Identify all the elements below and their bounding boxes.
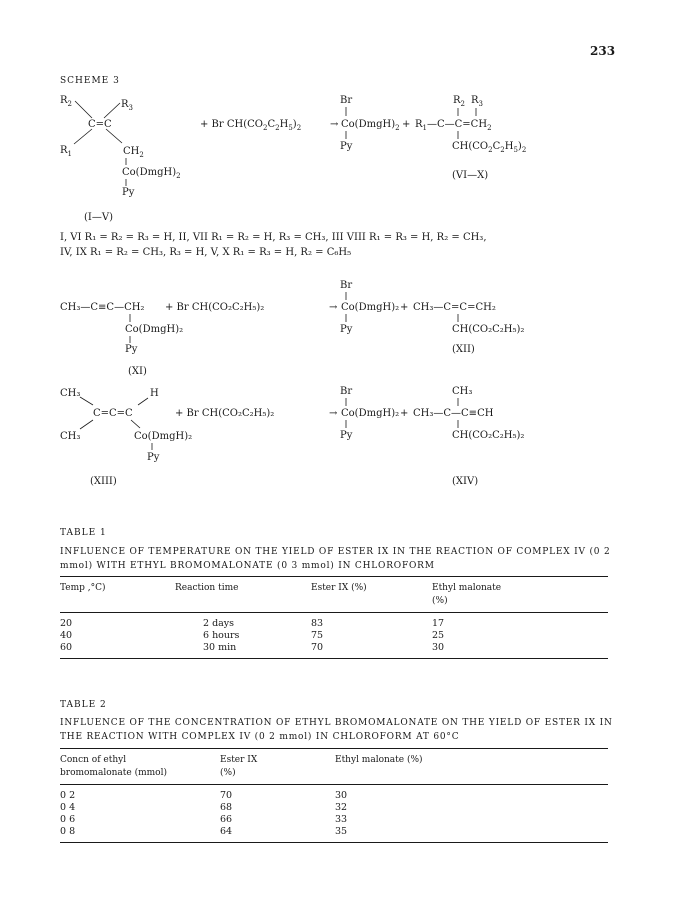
table2-cell: 0 4 bbox=[60, 802, 76, 813]
r2-cobalt-product: Co(DmgH)₂ bbox=[341, 302, 400, 313]
bond bbox=[80, 420, 93, 429]
r2-py-product: Py bbox=[340, 324, 353, 335]
bond bbox=[106, 129, 122, 143]
r3-py: Py bbox=[147, 452, 160, 463]
r1-py-product: Py bbox=[340, 141, 353, 152]
r1-cobalt-product: $Co(DmgH)_2$ bbox=[341, 119, 400, 132]
table1-header-malonate-unit: (%) bbox=[432, 596, 448, 606]
r2-reactant: CH₃—C≡C—CH₂ bbox=[60, 302, 145, 313]
r2-reagent: + Br CH(CO₂C₂H₅)₂ bbox=[165, 302, 265, 313]
r3-product: CH₃—C—C≡CH bbox=[413, 408, 494, 419]
table2-label: TABLE 2 bbox=[60, 700, 107, 710]
table1-bottom-rule bbox=[60, 658, 608, 659]
r1-ch2: $CH_2$ bbox=[123, 146, 144, 159]
table1-cell: 30 min bbox=[203, 642, 237, 653]
table1-header-rule bbox=[60, 612, 608, 613]
r1-r2: $R_2$ bbox=[60, 95, 72, 108]
r1-r3: $R_3$ bbox=[121, 99, 133, 112]
r3-plus: + bbox=[400, 408, 409, 419]
r2-br: Br bbox=[340, 280, 353, 291]
table1-header-ester: Ester IX (%) bbox=[311, 583, 367, 593]
r3-cobalt: Co(DmgH)₂ bbox=[134, 431, 193, 442]
table1-header-time: Reaction time bbox=[175, 583, 239, 593]
table2-header-concn: Concn of ethyl bbox=[60, 755, 127, 765]
r3-cobalt-product: Co(DmgH)₂ bbox=[341, 408, 400, 419]
table2-header-concn-unit: bromomalonate (mmol) bbox=[60, 768, 167, 778]
table2-header-ester-unit: (%) bbox=[220, 768, 236, 778]
table2-cell: 64 bbox=[220, 826, 233, 837]
r2-cobalt: Co(DmgH)₂ bbox=[125, 324, 184, 335]
r2-arrow: → bbox=[329, 302, 338, 313]
r1-double-bond: C=C bbox=[88, 119, 112, 130]
table1-cell: 20 bbox=[60, 618, 73, 629]
r1-product-compound: (VI—X) bbox=[452, 170, 489, 181]
table1-cell: 6 hours bbox=[203, 630, 240, 641]
r3-h: H bbox=[150, 388, 159, 399]
r1-cobalt: $Co(DmgH)_2$ bbox=[122, 167, 181, 180]
r1-product-ester: $CH(CO_2C_2H_5)_2$ bbox=[452, 141, 527, 154]
r1-br: Br bbox=[340, 95, 353, 106]
table1-cell: 25 bbox=[432, 630, 445, 641]
r1-arrow: → bbox=[330, 119, 339, 130]
bond bbox=[74, 129, 92, 144]
table2-cell: 0 2 bbox=[60, 790, 76, 801]
table1-header-malonate: Ethyl malonate bbox=[432, 583, 502, 593]
r3-ch3-bottom: CH₃ bbox=[60, 431, 81, 442]
r3-ch3-top: CH₃ bbox=[60, 388, 81, 399]
r2-compound: (XI) bbox=[128, 366, 147, 377]
table2-header-malonate: Ethyl malonate (%) bbox=[335, 755, 423, 765]
bond bbox=[80, 397, 93, 405]
r1-py: Py bbox=[122, 187, 135, 198]
r3-reagent: + Br CH(CO₂C₂H₅)₂ bbox=[175, 408, 275, 419]
table2-bottom-rule bbox=[60, 842, 608, 843]
table2-cell: 68 bbox=[220, 802, 233, 813]
page-number: 233 bbox=[590, 44, 616, 58]
table2-cell: 32 bbox=[335, 802, 348, 813]
table2-header-rule bbox=[60, 784, 608, 785]
table2-cell: 0 8 bbox=[60, 826, 76, 837]
table1-cell: 17 bbox=[432, 618, 445, 629]
r3-product-ester: CH(CO₂C₂H₅)₂ bbox=[452, 430, 525, 441]
r1-r1: $R_1$ bbox=[60, 145, 72, 158]
compound-definitions-line-2: IV, IX R₁ = R₂ = CH₃, R₃ = H, V, X R₁ = R₃ = H, R₂ = C₆H₅ bbox=[60, 247, 352, 258]
scheme-label: SCHEME 3 bbox=[60, 76, 120, 86]
r1-compound: (I—V) bbox=[84, 212, 113, 223]
r1-reagent: + Br $CH(CO_2C_2H_5)_2$ bbox=[200, 119, 302, 132]
table2-cell: 0 6 bbox=[60, 814, 76, 825]
table1-cell: 40 bbox=[60, 630, 73, 641]
table1-cell: 83 bbox=[311, 618, 324, 629]
r3-product-compound: (XIV) bbox=[452, 476, 479, 487]
r3-arrow: → bbox=[329, 408, 338, 419]
bond bbox=[131, 420, 140, 428]
table1-cell: 30 bbox=[432, 642, 445, 653]
table1-caption: INFLUENCE OF TEMPERATURE ON THE YIELD OF ESTER IX IN THE REACTION OF COMPLEX IV (0 2 mmol) WITH ETHYL BROMOMALONATE (0 3 mmol) IN CHLOROFORM bbox=[60, 547, 611, 571]
r2-product-compound: (XII) bbox=[452, 344, 475, 355]
r2-product: CH₃—C=C=CH₂ bbox=[413, 302, 496, 313]
bond bbox=[75, 101, 92, 118]
table1-cell: 75 bbox=[311, 630, 324, 641]
r1-product-chain: $R_1—C—C=CH_2$ bbox=[415, 119, 492, 132]
table1-cell: 60 bbox=[60, 642, 73, 653]
table1-cell: 2 days bbox=[203, 618, 235, 629]
table1-header-temp: Temp ,°C) bbox=[60, 583, 106, 593]
table2-cell: 35 bbox=[335, 826, 348, 837]
table2-cell: 66 bbox=[220, 814, 233, 825]
bond bbox=[138, 398, 148, 405]
table2-cell: 70 bbox=[220, 790, 233, 801]
table2-top-rule bbox=[60, 748, 608, 749]
r1-product-r3: $R_3$ bbox=[471, 95, 483, 108]
r3-product-ch3: CH₃ bbox=[452, 386, 473, 397]
r3-compound: (XIII) bbox=[90, 476, 117, 487]
r2-py: Py bbox=[125, 344, 138, 355]
table2-cell: 30 bbox=[335, 790, 348, 801]
bond bbox=[104, 103, 120, 118]
table1-top-rule bbox=[60, 576, 608, 577]
r1-product-r2: $R_2$ bbox=[453, 95, 465, 108]
r3-allene: C=C=C bbox=[93, 408, 133, 419]
table2-header-ester: Ester IX bbox=[220, 755, 258, 765]
r2-plus: + bbox=[400, 302, 409, 313]
table1-label: TABLE 1 bbox=[60, 528, 107, 538]
r3-br: Br bbox=[340, 386, 353, 397]
table2-caption: INFLUENCE OF THE CONCENTRATION OF ETHYL BROMOMALONATE ON THE YIELD OF ESTER IX IN THE REACTION WITH COMPLEX IV (0 2 mmol) IN CHLOROFORM AT 60°C bbox=[60, 718, 613, 742]
table2-cell: 33 bbox=[335, 814, 348, 825]
r2-product-ester: CH(CO₂C₂H₅)₂ bbox=[452, 324, 525, 335]
r1-plus: + bbox=[402, 119, 411, 130]
compound-definitions-line-1: I, VI R₁ = R₂ = R₃ = H, II, VII R₁ = R₂ = H, R₃ = CH₃, III VIII R₁ = R₃ = H, R₂ = CH₃, bbox=[60, 232, 487, 243]
r3-py-product: Py bbox=[340, 430, 353, 441]
table1-cell: 70 bbox=[311, 642, 324, 653]
